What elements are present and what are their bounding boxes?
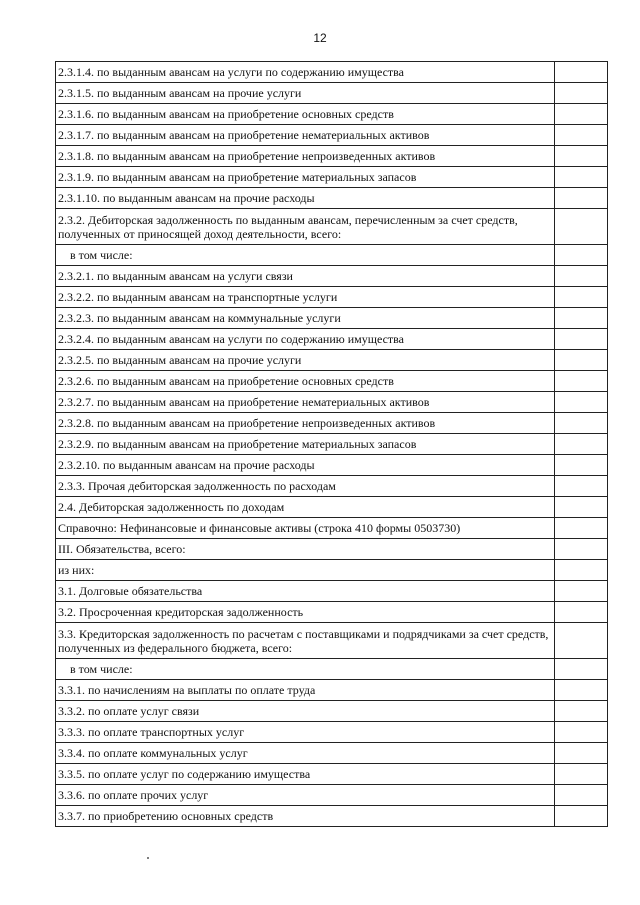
row-value <box>555 167 608 188</box>
row-label: из них: <box>56 560 555 581</box>
table-row <box>56 266 608 287</box>
row-value <box>555 62 608 83</box>
table-row <box>56 287 608 308</box>
row-value <box>555 245 608 266</box>
table-row <box>56 146 608 167</box>
table-row <box>56 680 608 701</box>
table-row <box>56 722 608 743</box>
row-label: 2.3.2. Дебиторская задолженность по выданным авансам, перечисленным за счет средств, полученных от приносящей доход деятельности, всего: <box>56 209 555 245</box>
table-row <box>56 329 608 350</box>
row-value <box>555 623 608 659</box>
row-label: 2.3.1.6. по выданным авансам на приобретение основных средств <box>56 104 555 125</box>
table-row <box>56 476 608 497</box>
table-row <box>56 308 608 329</box>
row-value <box>555 209 608 245</box>
table-row <box>56 581 608 602</box>
row-label: 3.2. Просроченная кредиторская задолженность <box>56 602 555 623</box>
table-row <box>56 209 608 245</box>
row-value <box>555 146 608 167</box>
table-row <box>56 623 608 659</box>
row-value <box>555 413 608 434</box>
row-value <box>555 266 608 287</box>
row-label: 2.3.1.10. по выданным авансам на прочие расходы <box>56 188 555 209</box>
row-value <box>555 518 608 539</box>
table-row <box>56 167 608 188</box>
table-row <box>56 743 608 764</box>
row-value <box>555 308 608 329</box>
row-label: 2.3.1.8. по выданным авансам на приобретение непроизведенных активов <box>56 146 555 167</box>
table-row <box>56 434 608 455</box>
table-row <box>56 455 608 476</box>
row-label: 2.3.1.4. по выданным авансам на услуги по содержанию имущества <box>56 62 555 83</box>
row-label: 3.3.7. по приобретению основных средств <box>56 806 555 827</box>
row-label: в том числе: <box>56 659 555 680</box>
table-row <box>56 413 608 434</box>
row-label: 3.3.5. по оплате услуг по содержанию имущества <box>56 764 555 785</box>
row-label: 2.3.2.3. по выданным авансам на коммунальные услуги <box>56 308 555 329</box>
row-label: 2.3.2.2. по выданным авансам на транспортные услуги <box>56 287 555 308</box>
row-label: 2.3.2.1. по выданным авансам на услуги связи <box>56 266 555 287</box>
row-value <box>555 434 608 455</box>
row-label: 3.3.1. по начислениям на выплаты по оплате труда <box>56 680 555 701</box>
row-value <box>555 701 608 722</box>
table-row <box>56 245 608 266</box>
row-value <box>555 560 608 581</box>
row-value <box>555 722 608 743</box>
row-label: 3.3. Кредиторская задолженность по расчетам с поставщиками и подрядчиками за счет средств, полученных из федерального бюджета, всего: <box>56 623 555 659</box>
row-value <box>555 392 608 413</box>
table-row <box>56 188 608 209</box>
row-value <box>555 287 608 308</box>
row-value <box>555 188 608 209</box>
table-row <box>56 125 608 146</box>
row-value <box>555 104 608 125</box>
row-label: 2.3.1.5. по выданным авансам на прочие услуги <box>56 83 555 104</box>
row-label: 3.3.3. по оплате транспортных услуг <box>56 722 555 743</box>
row-value <box>555 497 608 518</box>
row-label: в том числе: <box>56 245 555 266</box>
row-label: 2.4. Дебиторская задолженность по доходам <box>56 497 555 518</box>
table-row <box>56 371 608 392</box>
row-label: III. Обязательства, всего: <box>56 539 555 560</box>
row-label: 2.3.2.10. по выданным авансам на прочие расходы <box>56 455 555 476</box>
row-value <box>555 350 608 371</box>
table-row <box>56 350 608 371</box>
table-row <box>56 785 608 806</box>
row-value <box>555 83 608 104</box>
row-label: 2.3.2.8. по выданным авансам на приобретение непроизведенных активов <box>56 413 555 434</box>
row-label: 3.3.2. по оплате услуг связи <box>56 701 555 722</box>
table-row <box>56 83 608 104</box>
row-label: Справочно: Нефинансовые и финансовые активы (строка 410 формы 0503730) <box>56 518 555 539</box>
table-row <box>56 497 608 518</box>
row-label: 2.3.2.9. по выданным авансам на приобретение материальных запасов <box>56 434 555 455</box>
table-row <box>56 701 608 722</box>
table-row <box>56 62 608 83</box>
table-row <box>56 806 608 827</box>
row-value <box>555 476 608 497</box>
row-value <box>555 455 608 476</box>
table-row <box>56 104 608 125</box>
row-value <box>555 581 608 602</box>
row-label: 2.3.2.6. по выданным авансам на приобретение основных средств <box>56 371 555 392</box>
row-label: 3.3.4. по оплате коммунальных услуг <box>56 743 555 764</box>
table-row <box>56 659 608 680</box>
row-value <box>555 785 608 806</box>
row-value <box>555 371 608 392</box>
row-value <box>555 125 608 146</box>
table-row <box>56 539 608 560</box>
row-label: 2.3.1.7. по выданным авансам на приобретение нематериальных активов <box>56 125 555 146</box>
table-row <box>56 518 608 539</box>
page-number: 12 <box>313 31 327 45</box>
row-label: 3.3.6. по оплате прочих услуг <box>56 785 555 806</box>
scan-speck <box>147 857 149 859</box>
table-row <box>56 392 608 413</box>
row-label: 3.1. Долговые обязательства <box>56 581 555 602</box>
report-table <box>55 61 608 827</box>
row-label: 2.3.2.5. по выданным авансам на прочие услуги <box>56 350 555 371</box>
row-label: 2.3.2.4. по выданным авансам на услуги по содержанию имущества <box>56 329 555 350</box>
row-label: 2.3.1.9. по выданным авансам на приобретение материальных запасов <box>56 167 555 188</box>
row-value <box>555 680 608 701</box>
row-value <box>555 329 608 350</box>
table-row <box>56 602 608 623</box>
row-value <box>555 764 608 785</box>
row-value <box>555 539 608 560</box>
table-row <box>56 560 608 581</box>
table-row <box>56 764 608 785</box>
row-value <box>555 743 608 764</box>
row-value <box>555 602 608 623</box>
row-label: 2.3.3. Прочая дебиторская задолженность по расходам <box>56 476 555 497</box>
row-value <box>555 659 608 680</box>
row-value <box>555 806 608 827</box>
row-label: 2.3.2.7. по выданным авансам на приобретение нематериальных активов <box>56 392 555 413</box>
